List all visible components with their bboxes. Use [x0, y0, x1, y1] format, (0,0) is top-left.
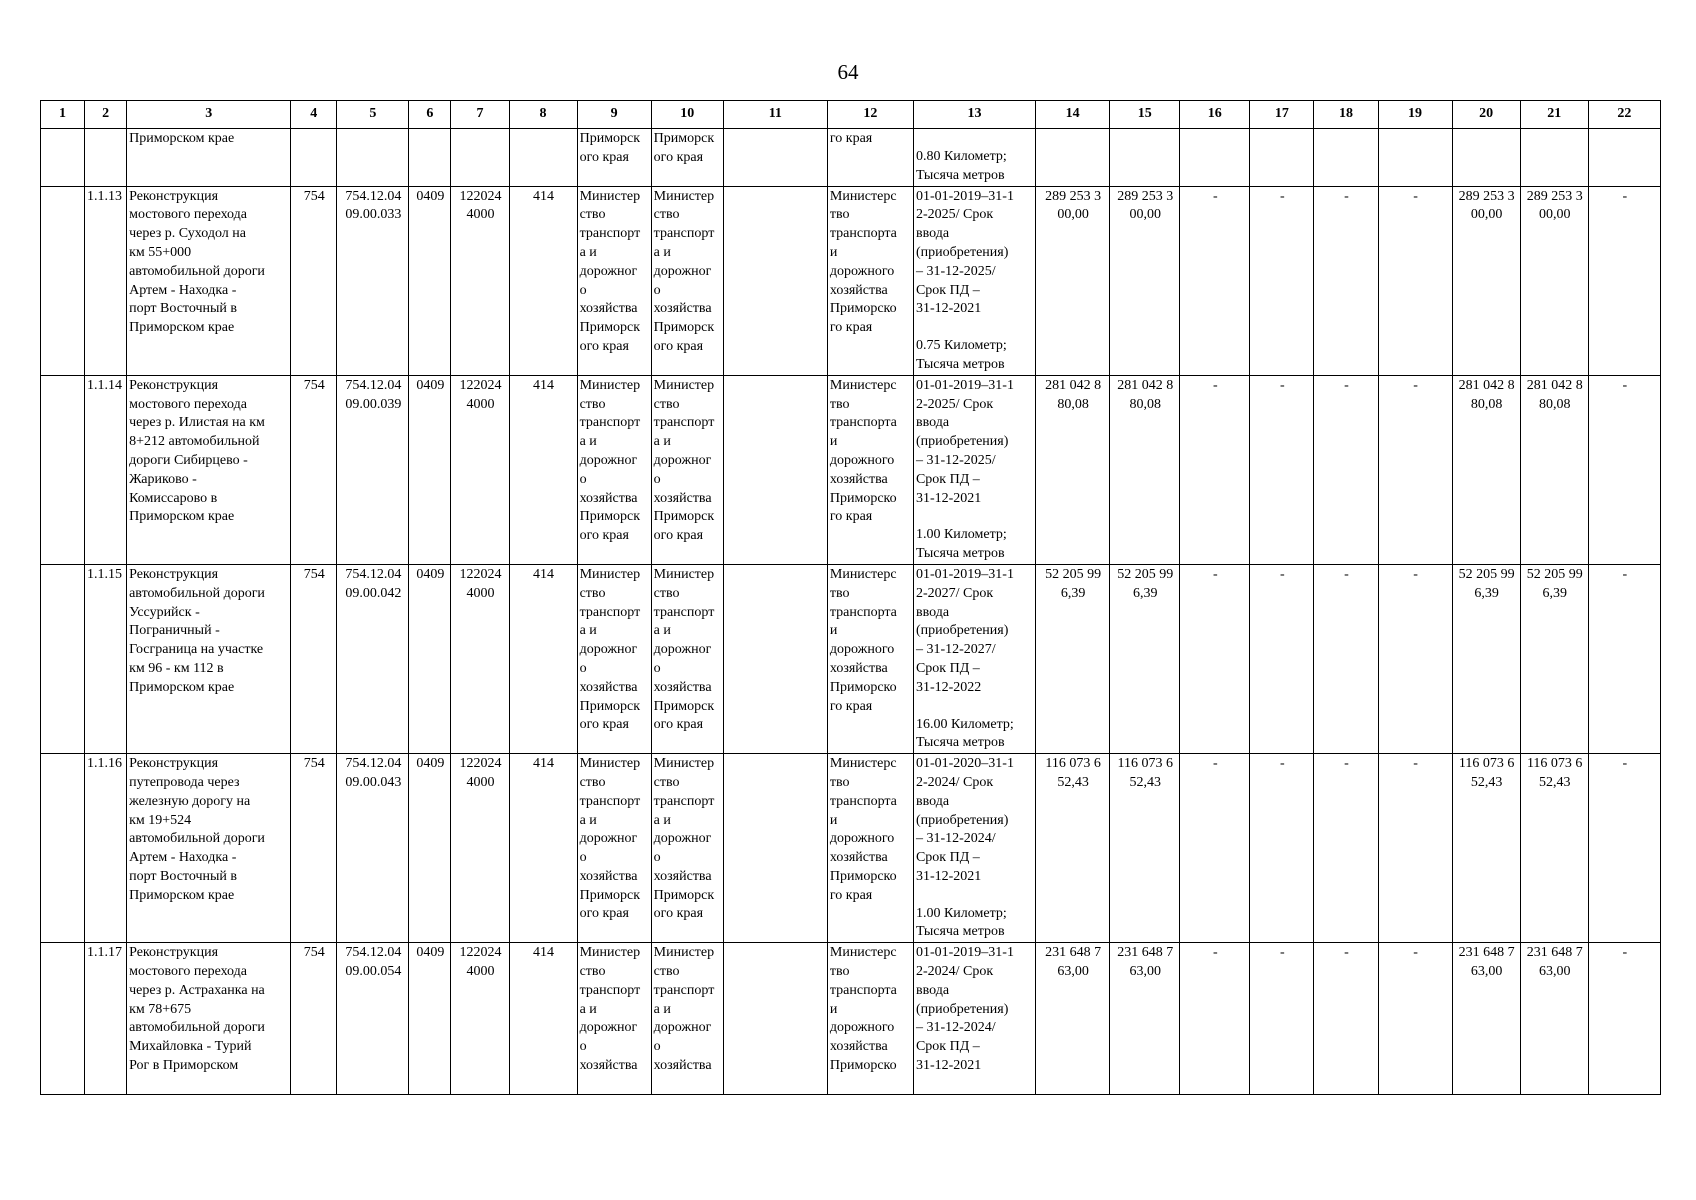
cell-col21: 231 648 7 63,00 [1520, 943, 1588, 1095]
cell-customer: Министер ство транспорт а и дорожног о хозяйства Приморск ого края [577, 186, 651, 375]
cell-name: Реконструкция мостового перехода через р. Илистая на км 8+212 автомобильной дороги Сибирцево - Жариково - Комиссарово в Приморском крае [127, 375, 291, 564]
table-row [41, 754, 1661, 943]
cell-col6: 0409 [409, 564, 451, 753]
cell-number: 1.1.15 [85, 564, 127, 753]
cell-empty [1036, 129, 1110, 187]
cell-responsible: Министерс тво транспорта и дорожного хозяйства Приморско го края [827, 564, 913, 753]
column-header: 15 [1110, 101, 1180, 129]
cell-col16: - [1180, 943, 1250, 1095]
cell-term [913, 564, 1035, 753]
cell-col7: 122024 4000 [451, 754, 509, 943]
cell-col20: 116 073 6 52,43 [1452, 754, 1520, 943]
cell-col7: 122024 4000 [451, 375, 509, 564]
cell-name: Приморском крае [127, 129, 291, 187]
cell-name: Реконструкция мостового перехода через р. Суходол на км 55+000 автомобильной дороги Артем - Находка - порт Восточный в Приморском крае [127, 186, 291, 375]
cell-col19: - [1378, 754, 1452, 943]
cell-col14: 289 253 3 00,00 [1036, 186, 1110, 375]
cell-code: 754.12.04 09.00.033 [337, 186, 409, 375]
cell-empty [41, 754, 85, 943]
column-header: 22 [1588, 101, 1660, 129]
column-header: 17 [1250, 101, 1314, 129]
cell-col16: - [1180, 564, 1250, 753]
cell-col11 [723, 754, 827, 943]
cell-col19: - [1378, 375, 1452, 564]
cell-empty [85, 129, 127, 187]
column-header: 9 [577, 101, 651, 129]
cell-responsible: Министерс тво транспорта и дорожного хозяйства Приморско го края [827, 754, 913, 943]
cell-developer: Министер ство транспорт а и дорожног о хозяйства Приморск ого края [651, 754, 723, 943]
column-header: 3 [127, 101, 291, 129]
cell-col21: 116 073 6 52,43 [1520, 754, 1588, 943]
cell-empty [1250, 129, 1314, 187]
cell-code: 754.12.04 09.00.042 [337, 564, 409, 753]
column-header: 18 [1314, 101, 1378, 129]
cell-col11 [723, 564, 827, 753]
cell-customer: Министер ство транспорт а и дорожног о хозяйства Приморск ого края [577, 754, 651, 943]
cell-col8: 414 [509, 375, 577, 564]
cell-col21: 52 205 99 6,39 [1520, 564, 1588, 753]
capacity-text: 16.00 Километр; Тысяча метров [915, 716, 1014, 751]
term-text: 01-01-2019–31-1 2-2027/ Срок ввода (приобретения) – 31-12-2027/ Срок ПД – 31-12-2022 [915, 566, 1014, 695]
cell-empty [337, 129, 409, 187]
column-header: 12 [827, 101, 913, 129]
cell-empty [723, 129, 827, 187]
cell-col8: 414 [509, 186, 577, 375]
term-text: 01-01-2020–31-1 2-2024/ Срок ввода (приобретения) – 31-12-2024/ Срок ПД – 31-12-2021 [915, 756, 1014, 884]
page-number: 64 [837, 60, 859, 84]
cell-customer: Приморск ого края [577, 129, 651, 187]
cell-customer: Министер ство транспорт а и дорожног о хозяйства [577, 943, 651, 1095]
cell-empty [509, 129, 577, 187]
cell-customer: Министер ство транспорт а и дорожног о хозяйства Приморск ого края [577, 564, 651, 753]
cell-col22: - [1588, 375, 1660, 564]
header-row [41, 101, 1661, 129]
continuation-row [41, 129, 1661, 187]
cell-col17: - [1250, 943, 1314, 1095]
cell-empty [1110, 129, 1180, 187]
column-header: 20 [1452, 101, 1520, 129]
cell-empty [41, 943, 85, 1095]
cell-col18: - [1314, 375, 1378, 564]
cell-code: 754.12.04 09.00.054 [337, 943, 409, 1095]
cell-col16: - [1180, 186, 1250, 375]
cell-customer: Министер ство транспорт а и дорожног о хозяйства Приморск ого края [577, 375, 651, 564]
column-header: 7 [451, 101, 509, 129]
cell-col14: 281 042 8 80,08 [1036, 375, 1110, 564]
cell-col18: - [1314, 943, 1378, 1095]
table-row [41, 186, 1661, 375]
cell-name: Реконструкция путепровода через железную дорогу на км 19+524 автомобильной дороги Артем - Находка - порт Восточный в Приморском крае [127, 754, 291, 943]
cell-col4: 754 [291, 186, 337, 375]
cell-responsible: Министерс тво транспорта и дорожного хозяйства Приморско го края [827, 375, 913, 564]
column-header: 11 [723, 101, 827, 129]
cell-col22: - [1588, 943, 1660, 1095]
cell-col18: - [1314, 754, 1378, 943]
cell-col11 [723, 943, 827, 1095]
cell-col11 [723, 186, 827, 375]
column-header: 5 [337, 101, 409, 129]
budget-table [40, 100, 1661, 1095]
cell-col20: 52 205 99 6,39 [1452, 564, 1520, 753]
cell-developer: Министер ство транспорт а и дорожног о хозяйства Приморск ого края [651, 186, 723, 375]
cell-col14: 116 073 6 52,43 [1036, 754, 1110, 943]
column-header: 1 [41, 101, 85, 129]
term-text: 01-01-2019–31-1 2-2025/ Срок ввода (приобретения) – 31-12-2025/ Срок ПД – 31-12-2021 [915, 188, 1014, 317]
column-header: 6 [409, 101, 451, 129]
cell-empty [291, 129, 337, 187]
cell-term [913, 943, 1035, 1095]
cell-col7: 122024 4000 [451, 564, 509, 753]
cell-col14: 231 648 7 63,00 [1036, 943, 1110, 1095]
cell-col6: 0409 [409, 754, 451, 943]
column-header: 8 [509, 101, 577, 129]
table-row [41, 943, 1661, 1095]
cell-developer: Министер ство транспорт а и дорожног о хозяйства [651, 943, 723, 1095]
capacity-text: 0.75 Километр; Тысяча метров [915, 338, 1007, 372]
cell-empty [1180, 129, 1250, 187]
cell-empty [1452, 129, 1520, 187]
cell-term [913, 754, 1035, 943]
cell-col20: 289 253 3 00,00 [1452, 186, 1520, 375]
cell-number: 1.1.17 [85, 943, 127, 1095]
column-header: 14 [1036, 101, 1110, 129]
cell-col20: 281 042 8 80,08 [1452, 375, 1520, 564]
cell-empty [409, 129, 451, 187]
column-header: 16 [1180, 101, 1250, 129]
cell-col22: - [1588, 186, 1660, 375]
cell-developer: Министер ство транспорт а и дорожног о хозяйства Приморск ого края [651, 564, 723, 753]
cell-col8: 414 [509, 943, 577, 1095]
column-header: 10 [651, 101, 723, 129]
cell-responsible: Министерс тво транспорта и дорожного хозяйства Приморско [827, 943, 913, 1095]
cell-code: 754.12.04 09.00.043 [337, 754, 409, 943]
cell-name: Реконструкция автомобильной дороги Уссурийск - Пограничный - Госграница на участке км 96 - км 112 в Приморском крае [127, 564, 291, 753]
cell-responsible: Министерс тво транспорта и дорожного хозяйства Приморско го края [827, 186, 913, 375]
cell-col17: - [1250, 186, 1314, 375]
cell-col15: 231 648 7 63,00 [1110, 943, 1180, 1095]
column-header: 2 [85, 101, 127, 129]
cell-empty [41, 375, 85, 564]
cell-col22: - [1588, 564, 1660, 753]
capacity-text: 0.80 Километр; Тысяча метров [915, 149, 1007, 183]
cell-col6: 0409 [409, 186, 451, 375]
cell-col15: 52 205 99 6,39 [1110, 564, 1180, 753]
cell-col6: 0409 [409, 943, 451, 1095]
cell-number: 1.1.13 [85, 186, 127, 375]
cell-col15: 289 253 3 00,00 [1110, 186, 1180, 375]
cell-empty [1378, 129, 1452, 187]
cell-developer: Приморск ого края [651, 129, 723, 187]
cell-col14: 52 205 99 6,39 [1036, 564, 1110, 753]
cell-developer: Министер ство транспорт а и дорожног о хозяйства Приморск ого края [651, 375, 723, 564]
cell-empty [41, 186, 85, 375]
cell-responsible: го края [827, 129, 913, 187]
cell-col18: - [1314, 564, 1378, 753]
column-header: 4 [291, 101, 337, 129]
cell-col11 [723, 375, 827, 564]
cell-name: Реконструкция мостового перехода через р. Астраханка на км 78+675 автомобильной дороги Михайловка - Турий Рог в Приморском [127, 943, 291, 1095]
cell-col16: - [1180, 754, 1250, 943]
cell-code: 754.12.04 09.00.039 [337, 375, 409, 564]
capacity-text: 1.00 Километр; Тысяча метров [915, 527, 1007, 562]
table-row [41, 375, 1661, 564]
cell-term [913, 375, 1035, 564]
cell-col16: - [1180, 375, 1250, 564]
cell-empty [1588, 129, 1660, 187]
cell-term [913, 129, 1035, 187]
cell-col4: 754 [291, 375, 337, 564]
cell-col15: 116 073 6 52,43 [1110, 754, 1180, 943]
cell-col21: 289 253 3 00,00 [1520, 186, 1588, 375]
cell-col18: - [1314, 186, 1378, 375]
cell-number: 1.1.14 [85, 375, 127, 564]
term-text: 01-01-2019–31-1 2-2025/ Срок ввода (приобретения) – 31-12-2025/ Срок ПД – 31-12-2021 [915, 377, 1014, 506]
cell-col17: - [1250, 754, 1314, 943]
cell-col7: 122024 4000 [451, 943, 509, 1095]
cell-number: 1.1.16 [85, 754, 127, 943]
cell-col4: 754 [291, 943, 337, 1095]
column-header: 13 [913, 101, 1035, 129]
cell-col7: 122024 4000 [451, 186, 509, 375]
cell-empty [41, 129, 85, 187]
cell-col17: - [1250, 564, 1314, 753]
cell-col19: - [1378, 186, 1452, 375]
cell-col6: 0409 [409, 375, 451, 564]
cell-col20: 231 648 7 63,00 [1452, 943, 1520, 1095]
cell-col21: 281 042 8 80,08 [1520, 375, 1588, 564]
table-row [41, 564, 1661, 753]
cell-empty [1314, 129, 1378, 187]
term-text: 01-01-2019–31-1 2-2024/ Срок ввода (приобретения) – 31-12-2024/ Срок ПД – 31-12-2021 [915, 945, 1014, 1074]
column-header: 21 [1520, 101, 1588, 129]
column-header: 19 [1378, 101, 1452, 129]
cell-col19: - [1378, 943, 1452, 1095]
cell-col4: 754 [291, 754, 337, 943]
cell-col8: 414 [509, 564, 577, 753]
capacity-text: 1.00 Километр; Тысяча метров [915, 905, 1007, 940]
cell-col19: - [1378, 564, 1452, 753]
cell-col22: - [1588, 754, 1660, 943]
cell-col8: 414 [509, 754, 577, 943]
cell-term [913, 186, 1035, 375]
cell-empty [41, 564, 85, 753]
cell-empty [451, 129, 509, 187]
cell-col15: 281 042 8 80,08 [1110, 375, 1180, 564]
cell-col17: - [1250, 375, 1314, 564]
cell-col4: 754 [291, 564, 337, 753]
cell-empty [1520, 129, 1588, 187]
